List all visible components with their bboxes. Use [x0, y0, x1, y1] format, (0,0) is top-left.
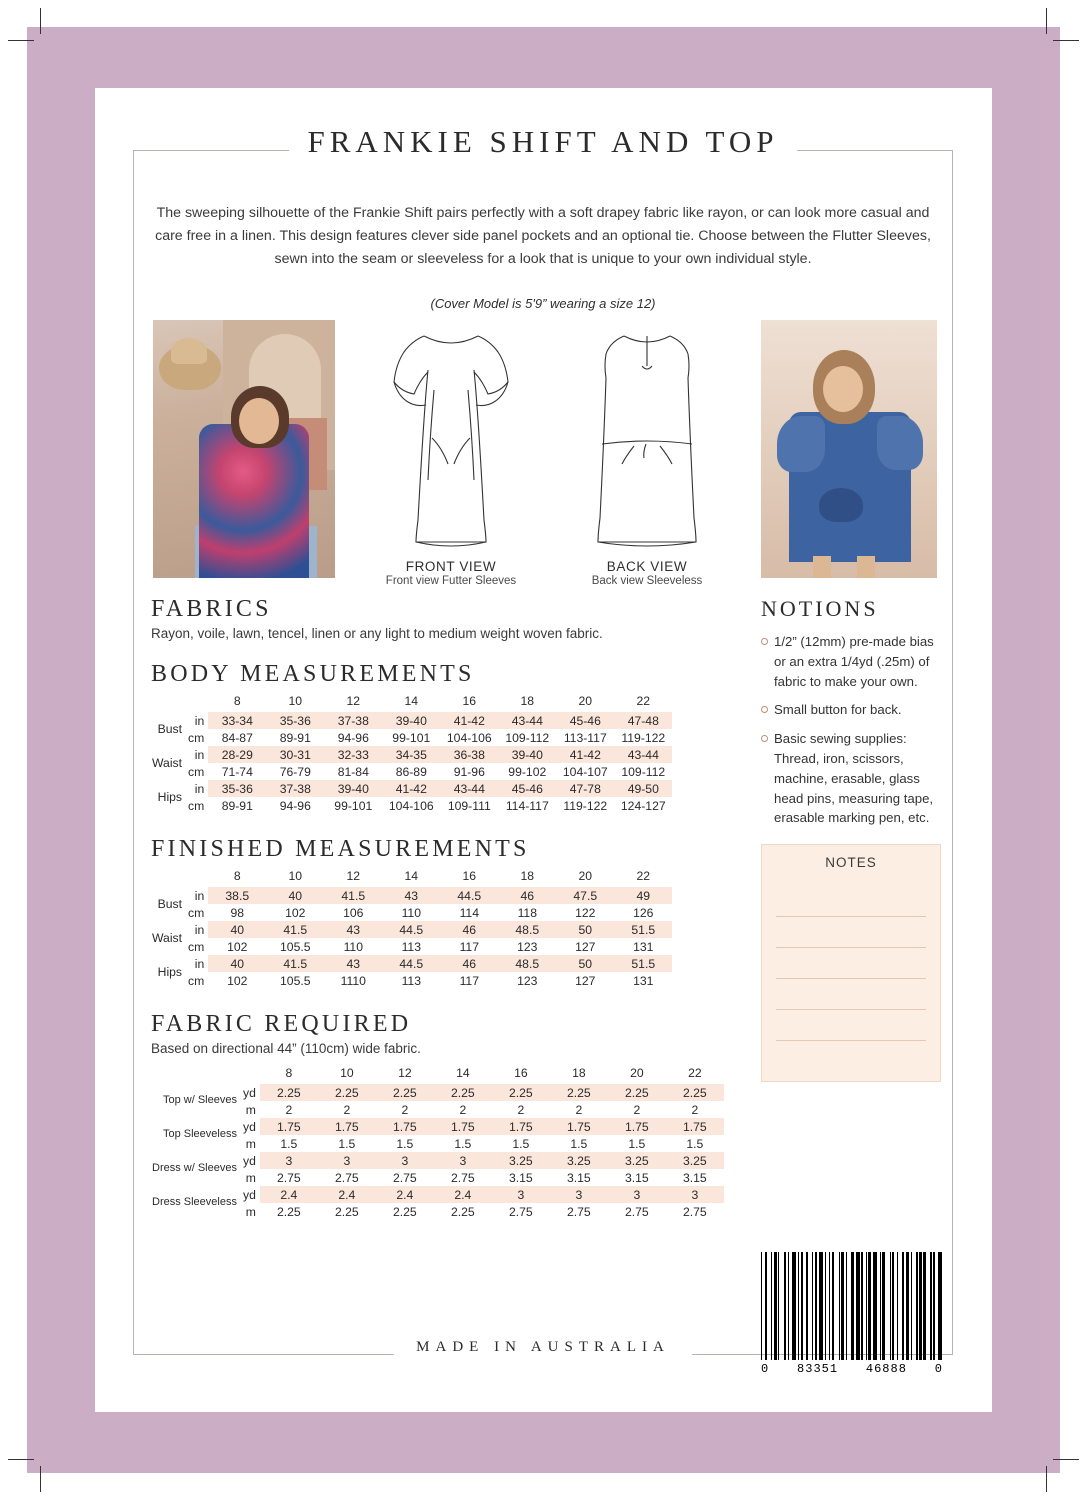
- cell: 113: [401, 939, 421, 954]
- cell: 2.25: [492, 1084, 550, 1101]
- unit-label: in: [194, 747, 205, 762]
- cell: 3.25: [608, 1152, 666, 1169]
- cell: 39-40: [382, 712, 440, 729]
- table-header-row: [151, 692, 672, 712]
- cell: 2.25: [276, 1204, 301, 1219]
- cell: 38.5: [208, 887, 266, 904]
- cell: 3.25: [666, 1152, 724, 1169]
- table-row: [151, 797, 672, 814]
- cell: 71-74: [221, 764, 253, 779]
- cell: 1.75: [492, 1118, 550, 1135]
- cell: 127: [575, 939, 596, 954]
- cell: 2.25: [666, 1084, 724, 1101]
- table-row: [151, 1118, 724, 1135]
- unit-label: yd: [242, 1085, 256, 1100]
- row-label: Hips: [157, 965, 183, 979]
- cell: 2.75: [566, 1204, 591, 1219]
- crop-mark-br-h: [1053, 1459, 1079, 1460]
- row-label: Dress Sleeveless: [152, 1196, 237, 1209]
- cell: 113: [401, 973, 421, 988]
- fabric-required-table: [151, 1064, 724, 1220]
- cell: 39-40: [498, 746, 556, 763]
- cell: 2.4: [318, 1186, 376, 1203]
- cell: 32-33: [324, 746, 382, 763]
- cell: 51.5: [614, 921, 672, 938]
- cell: 3: [492, 1186, 550, 1203]
- cell: 46: [498, 887, 556, 904]
- size-header: 22: [688, 1066, 702, 1080]
- unit-label: yd: [242, 1187, 256, 1202]
- notes-line[interactable]: [776, 979, 926, 1010]
- cell: 104-106: [388, 798, 434, 813]
- row-label: Dress w/ Sleeves: [152, 1162, 237, 1175]
- cell: 46: [440, 955, 498, 972]
- size-header: 8: [285, 1066, 293, 1080]
- barcode-group-1: 83351: [797, 1362, 839, 1376]
- cell: 131: [633, 939, 654, 954]
- cell: 35-36: [266, 712, 324, 729]
- unit-label: in: [194, 781, 205, 796]
- fabric-required-heading: FABRIC REQUIRED: [151, 1011, 412, 1037]
- unit-label: m: [245, 1102, 256, 1117]
- cell: 2: [343, 1102, 351, 1117]
- cell: 37-38: [266, 780, 324, 797]
- unit-label: in: [194, 888, 205, 903]
- cover-model-note: (Cover Model is 5'9” wearing a size 12): [430, 296, 656, 311]
- cell: 124-127: [620, 798, 666, 813]
- crop-mark-bl-h: [8, 1459, 34, 1460]
- cell: 122: [575, 905, 596, 920]
- body-measurements-table-wrap: [151, 692, 731, 814]
- unit-label: in: [194, 922, 205, 937]
- cell: 2.75: [682, 1204, 707, 1219]
- body-measurements-heading: BODY MEASUREMENTS: [151, 661, 475, 687]
- cell: 94-96: [337, 730, 369, 745]
- row-label: Top Sleeveless: [162, 1128, 237, 1141]
- cell: 1.75: [260, 1118, 318, 1135]
- cell: 1.75: [608, 1118, 666, 1135]
- cell: 1.5: [396, 1136, 414, 1151]
- size-header: 12: [346, 694, 361, 708]
- barcode-left-digit: 0: [761, 1362, 770, 1376]
- cell: 45-46: [498, 780, 556, 797]
- cell: 3: [318, 1152, 376, 1169]
- cell: 35-36: [208, 780, 266, 797]
- cell: 3.15: [624, 1170, 649, 1185]
- cell: 2.25: [608, 1084, 666, 1101]
- page-title-wrap: [133, 124, 953, 160]
- cell: 3.25: [550, 1152, 608, 1169]
- cell: 123: [517, 973, 538, 988]
- cell: 3.15: [508, 1170, 533, 1185]
- cell: 39-40: [324, 780, 382, 797]
- table-row: [151, 1084, 724, 1101]
- cell: 43: [324, 921, 382, 938]
- cell: 2: [517, 1102, 525, 1117]
- cell: 1110: [340, 973, 366, 988]
- cell: 99-102: [508, 764, 547, 779]
- cell: 41-42: [556, 746, 614, 763]
- cell: 1.75: [550, 1118, 608, 1135]
- cell: 2.75: [276, 1170, 301, 1185]
- unit-label: cm: [188, 905, 205, 920]
- unit-label: cm: [188, 798, 205, 813]
- finished-measurements-table: [151, 867, 672, 989]
- footer-wrap: [133, 1338, 953, 1356]
- fabric-required-table-wrap: [151, 1064, 731, 1220]
- cell: 43-44: [498, 712, 556, 729]
- cell: 2.75: [334, 1170, 359, 1185]
- cell: 47-78: [556, 780, 614, 797]
- cell: 104-107: [562, 764, 608, 779]
- cell: 28-29: [208, 746, 266, 763]
- cell: 81-84: [337, 764, 369, 779]
- cell: 99-101: [334, 798, 373, 813]
- cell: 2: [285, 1102, 293, 1117]
- front-view-caption: FRONT VIEW: [405, 559, 497, 574]
- table-row: [151, 972, 672, 989]
- crop-mark-bl-v: [40, 1466, 41, 1492]
- size-header: 14: [456, 1066, 470, 1080]
- unit-label: yd: [242, 1119, 256, 1134]
- row-label: Bust: [157, 722, 183, 736]
- cell: 118: [517, 905, 537, 920]
- cell: 105.5: [280, 973, 311, 988]
- cell: 2: [401, 1102, 409, 1117]
- cell: 34-35: [382, 746, 440, 763]
- cell: 131: [633, 973, 654, 988]
- notes-line[interactable]: [776, 1010, 926, 1041]
- cell: 2.4: [260, 1186, 318, 1203]
- content-area: [133, 110, 953, 1390]
- table-row: [151, 938, 672, 955]
- list-item: Basic sewing supplies: Thread, iron, scissors, machine, erasable, glass head pins, measuring tape, erasable marking pen, etc.: [761, 729, 941, 828]
- size-header: 20: [578, 869, 593, 883]
- cell: 2.25: [550, 1084, 608, 1101]
- cell: 105.5: [280, 939, 311, 954]
- cell: 43: [382, 887, 440, 904]
- table-row: [151, 746, 672, 763]
- cell: 2.25: [450, 1204, 475, 1219]
- back-view-photo: [761, 320, 937, 578]
- cell: 2.25: [260, 1084, 318, 1101]
- table-row: [151, 904, 672, 921]
- fabrics-text: Rayon, voile, lawn, tencel, linen or any light to medium weight woven fabric.: [151, 626, 603, 641]
- size-header: 18: [520, 694, 535, 708]
- cell: 102: [227, 939, 248, 954]
- cell: 2.4: [434, 1186, 492, 1203]
- table-row: [151, 729, 672, 746]
- front-view-subcaption: Front view Futter Sleeves: [385, 575, 517, 587]
- finished-measurements-table-wrap: [151, 867, 731, 989]
- cell: 46: [440, 921, 498, 938]
- cell: 2.25: [318, 1084, 376, 1101]
- cell: 48.5: [498, 955, 556, 972]
- barcode: [761, 1252, 943, 1376]
- back-view-illustration: [557, 320, 737, 587]
- table-row: [151, 921, 672, 938]
- table-header-row: [151, 867, 672, 887]
- unit-label: m: [245, 1204, 256, 1219]
- crop-mark-tr-h: [1053, 40, 1079, 41]
- notes-line[interactable]: [776, 917, 926, 948]
- size-header: 14: [404, 694, 419, 708]
- unit-label: cm: [188, 764, 205, 779]
- crop-mark-br-v: [1046, 1466, 1047, 1492]
- back-view-subcaption: Back view Sleeveless: [591, 575, 703, 587]
- cell: 119-122: [563, 798, 608, 813]
- size-header: 8: [233, 694, 241, 708]
- cell: 33-34: [208, 712, 266, 729]
- notes-line[interactable]: [776, 886, 926, 917]
- cell: 41-42: [440, 712, 498, 729]
- unit-label: cm: [188, 973, 205, 988]
- cell: 49: [614, 887, 672, 904]
- table-row: [151, 955, 672, 972]
- cell: 37-38: [324, 712, 382, 729]
- cell: 114-117: [505, 798, 549, 813]
- unit-label: m: [245, 1170, 256, 1185]
- cell: 2: [633, 1102, 641, 1117]
- size-header: 10: [340, 1066, 354, 1080]
- fabric-required-sub: Based on directional 44” (110cm) wide fabric.: [151, 1041, 421, 1056]
- cell: 113-117: [563, 730, 607, 745]
- cell: 1.75: [318, 1118, 376, 1135]
- cell: 3.25: [492, 1152, 550, 1169]
- intro-paragraph: The sweeping silhouette of the Frankie Shift pairs perfectly with a soft drapey fabric like rayon, or can look more casual and care free in a linen. This design features clever side panel pockets and an optional tie. Choose between the Flutter Sleeves, sewn into the seam or sleeveless for a look that is unique to your own individual style.: [155, 205, 931, 267]
- notions-list: [761, 632, 941, 828]
- cell: 3.15: [566, 1170, 591, 1185]
- size-header: 20: [630, 1066, 644, 1080]
- cell: 89-91: [279, 730, 311, 745]
- cell: 2.75: [624, 1204, 649, 1219]
- size-header: 16: [514, 1066, 528, 1080]
- row-label: Waist: [152, 931, 183, 945]
- size-header: 14: [404, 869, 419, 883]
- cell: 76-79: [279, 764, 311, 779]
- cell: 1.75: [376, 1118, 434, 1135]
- cell: 45-46: [556, 712, 614, 729]
- cell: 3: [666, 1186, 724, 1203]
- table-row: [151, 887, 672, 904]
- cell: 1.75: [434, 1118, 492, 1135]
- barcode-numbers: [761, 1362, 943, 1376]
- size-header: 10: [288, 694, 303, 708]
- size-header: 22: [636, 694, 651, 708]
- cell: 94-96: [279, 798, 311, 813]
- cell: 102: [227, 973, 248, 988]
- size-header: 22: [636, 869, 651, 883]
- crop-mark-tr-v: [1046, 8, 1047, 34]
- table-row: [151, 1152, 724, 1169]
- cell: 106: [343, 905, 364, 920]
- cell: 41.5: [266, 921, 324, 938]
- table-row: [151, 763, 672, 780]
- cell: 3: [260, 1152, 318, 1169]
- unit-label: cm: [188, 730, 205, 745]
- cell: 119-122: [621, 730, 666, 745]
- cell: 98: [230, 905, 245, 920]
- finished-measurements-heading: FINISHED MEASUREMENTS: [151, 836, 530, 862]
- size-header: 16: [462, 869, 477, 883]
- cell: 3: [434, 1152, 492, 1169]
- cell: 41.5: [266, 955, 324, 972]
- unit-label: in: [194, 956, 205, 971]
- barcode-right-digit: 0: [934, 1362, 943, 1376]
- list-item: Small button for back.: [761, 700, 941, 720]
- cell: 86-89: [395, 764, 427, 779]
- cell: 3: [376, 1152, 434, 1169]
- body-measurements-table: [151, 692, 672, 814]
- cell: 1.5: [512, 1136, 530, 1151]
- cell: 43-44: [440, 780, 498, 797]
- cell: 109-112: [621, 764, 666, 779]
- cell: 109-111: [447, 798, 491, 813]
- size-header: 8: [233, 869, 241, 883]
- notes-line[interactable]: [776, 948, 926, 979]
- size-header: 10: [288, 869, 303, 883]
- cell: 40: [208, 955, 266, 972]
- cell: 2.4: [376, 1186, 434, 1203]
- cell: 49-50: [614, 780, 672, 797]
- table-row: [151, 780, 672, 797]
- cell: 2.75: [392, 1170, 417, 1185]
- cell: 1.5: [628, 1136, 646, 1151]
- cell: 91-96: [453, 764, 485, 779]
- back-view-caption: BACK VIEW: [606, 559, 688, 574]
- cell: 47.5: [556, 887, 614, 904]
- cell: 123: [517, 939, 538, 954]
- size-header: 18: [520, 869, 535, 883]
- cell: 110: [343, 939, 363, 954]
- notes-box[interactable]: [761, 844, 941, 1082]
- cover-photo-top: [153, 320, 335, 578]
- table-row: [151, 712, 672, 729]
- crop-mark-tl-h: [8, 40, 34, 41]
- cell: 44.5: [440, 887, 498, 904]
- cell: 84-87: [221, 730, 253, 745]
- cell: 2.25: [334, 1204, 359, 1219]
- cell: 126: [633, 905, 654, 920]
- cell: 2.25: [376, 1084, 434, 1101]
- cell: 1.5: [338, 1136, 356, 1151]
- cell: 51.5: [614, 955, 672, 972]
- cell: 1.5: [686, 1136, 704, 1151]
- crop-mark-tl-v: [40, 8, 41, 34]
- cell: 2.75: [508, 1204, 533, 1219]
- list-item: 1/2” (12mm) pre-made bias or an extra 1/4yd (.25m) of fabric to make your own.: [761, 632, 941, 691]
- size-header: 12: [398, 1066, 412, 1080]
- cell: 50: [556, 955, 614, 972]
- notes-title: NOTES: [825, 855, 877, 871]
- cell: 47-48: [614, 712, 672, 729]
- cell: 43-44: [614, 746, 672, 763]
- cell: 48.5: [498, 921, 556, 938]
- row-label: Hips: [157, 790, 183, 804]
- cell: 44.5: [382, 955, 440, 972]
- cell: 2: [459, 1102, 467, 1117]
- unit-label: in: [194, 713, 205, 728]
- cell: 41-42: [382, 780, 440, 797]
- cell: 40: [266, 887, 324, 904]
- cell: 3.15: [682, 1170, 707, 1185]
- right-column: [761, 596, 941, 1082]
- notions-heading: NOTIONS: [761, 596, 879, 621]
- cell: 2: [575, 1102, 583, 1117]
- cell: 104-106: [446, 730, 492, 745]
- cell: 40: [208, 921, 266, 938]
- unit-label: yd: [242, 1153, 256, 1168]
- cell: 1.5: [570, 1136, 588, 1151]
- size-header: 16: [462, 694, 477, 708]
- cell: 2.25: [392, 1204, 417, 1219]
- page-title: FRANKIE SHIFT AND TOP: [289, 124, 796, 160]
- cell: 50: [556, 921, 614, 938]
- made-in-australia-footer: MADE IN AUSTRALIA: [394, 1339, 692, 1356]
- table-row: [151, 1186, 724, 1203]
- cell: 2: [691, 1102, 699, 1117]
- cell: 3: [608, 1186, 666, 1203]
- table-header-row: [151, 1064, 724, 1084]
- cell: 43: [324, 955, 382, 972]
- left-column: [151, 596, 731, 1220]
- unit-label: m: [245, 1136, 256, 1151]
- cell: 89-91: [221, 798, 253, 813]
- cell: 99-101: [392, 730, 431, 745]
- row-label: Bust: [157, 897, 183, 911]
- row-label: Waist: [152, 756, 183, 770]
- cell: 102: [285, 905, 306, 920]
- cell: 44.5: [382, 921, 440, 938]
- cell: 114: [459, 905, 479, 920]
- cell: 36-38: [440, 746, 498, 763]
- fabrics-heading: FABRICS: [151, 596, 272, 622]
- size-header: 20: [578, 694, 593, 708]
- barcode-group-2: 46888: [865, 1362, 907, 1376]
- size-header: 12: [346, 869, 361, 883]
- cell: 2.75: [450, 1170, 475, 1185]
- cell: 117: [459, 973, 479, 988]
- cell: 109-112: [505, 730, 550, 745]
- cell: 127: [575, 973, 596, 988]
- cell: 30-31: [266, 746, 324, 763]
- cell: 41.5: [324, 887, 382, 904]
- cell: 1.5: [454, 1136, 472, 1151]
- row-label: Top w/ Sleeves: [163, 1094, 237, 1107]
- cell: 3: [550, 1186, 608, 1203]
- cell: 1.75: [666, 1118, 724, 1135]
- cell: 1.5: [280, 1136, 298, 1151]
- unit-label: cm: [188, 939, 205, 954]
- cell: 110: [401, 905, 421, 920]
- cell: 2.25: [434, 1084, 492, 1101]
- cell: 117: [459, 939, 479, 954]
- size-header: 18: [572, 1066, 586, 1080]
- front-view-illustration: [365, 320, 537, 587]
